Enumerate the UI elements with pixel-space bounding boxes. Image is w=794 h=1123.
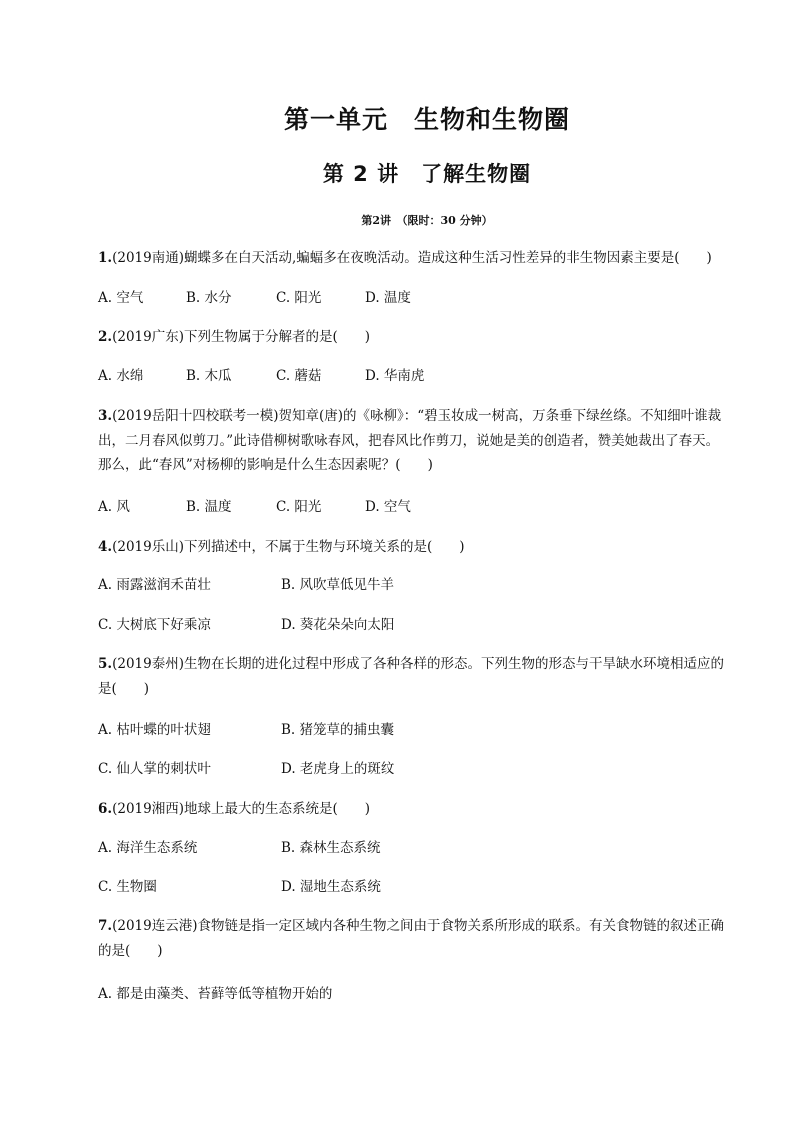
- question-6: [98, 797, 726, 822]
- question-2: [98, 325, 726, 350]
- question-4-options-row-1: [98, 575, 394, 595]
- question-6-options-row-1: [98, 838, 381, 858]
- option-a: A. 水绵: [98, 368, 144, 384]
- option-a: A. 枯叶蝶的叶状翅: [98, 722, 211, 738]
- option-c: C. 仙人掌的刺状叶: [98, 761, 211, 777]
- question-6-options-row-2: [98, 877, 381, 897]
- option-c: C. 大树底下好乘凉: [98, 617, 211, 633]
- question-1: [98, 246, 726, 271]
- option-a: A. 雨露滋润禾苗壮: [98, 577, 211, 593]
- question-7: [98, 914, 726, 963]
- option-b: B. 森林生态系统: [281, 840, 381, 856]
- question-number: 3.: [98, 408, 113, 424]
- question-text: (2019泰州)生物在长期的进化过程中形成了各种各样的形态。下列生物的形态与干旱缺水环境相适应的是( ): [98, 656, 724, 697]
- option-d: D. 老虎身上的斑纹: [281, 761, 395, 777]
- question-5: [98, 652, 726, 701]
- option-d: D. 华南虎: [365, 368, 425, 384]
- unit-title: 第一单元 生物和生物圈: [283, 105, 570, 134]
- option-c: C. 阳光: [276, 290, 322, 306]
- option-d: D. 温度: [365, 290, 411, 306]
- time-limit-note: 第2讲 （限时：30 分钟）: [361, 214, 493, 227]
- option-b: B. 温度: [186, 499, 232, 515]
- option-a: A. 海洋生态系统: [98, 840, 198, 856]
- question-number: 4.: [98, 539, 113, 555]
- option-d: D. 葵花朵朵向太阳: [281, 617, 395, 633]
- option-b: B. 水分: [186, 290, 232, 306]
- question-number: 5.: [98, 656, 113, 672]
- option-a: A. 风: [98, 499, 130, 515]
- question-text: (2019广东)下列生物属于分解者的是( ): [112, 329, 371, 345]
- question-2-options: [98, 366, 424, 386]
- question-7-options: [98, 984, 332, 1004]
- question-5-options-row-1: [98, 720, 394, 740]
- option-a: A. 空气: [98, 290, 144, 306]
- question-3-options: [98, 497, 411, 517]
- question-text: (2019岳阳十四校联考一模)贺知章(唐)的《咏柳》：“碧玉妆成一树高，万条垂下绿丝绦。不知细叶谁裁出，二月春风似剪刀。”此诗借柳树歌咏春风，把春风比作剪刀，说她是美的创造者，赞美她裁出了春天。那么，此“春风”对杨柳的影响是什么生态因素呢？( ): [98, 408, 722, 473]
- question-number: 1.: [98, 250, 113, 266]
- question-4-options-row-2: [98, 615, 394, 635]
- lesson-title: 第 2 讲 了解生物圈: [322, 162, 532, 186]
- question-number: 2.: [98, 329, 113, 345]
- question-text: (2019湘西)地球上最大的生态系统是( ): [112, 801, 371, 817]
- question-5-options-row-2: [98, 759, 394, 779]
- question-4: [98, 535, 726, 560]
- option-b: B. 猪笼草的捕虫囊: [281, 722, 395, 738]
- question-3: [98, 404, 726, 478]
- option-d: D. 空气: [365, 499, 411, 515]
- option-c: C. 生物圈: [98, 879, 157, 895]
- question-number: 7.: [98, 918, 113, 934]
- question-text: (2019乐山)下列描述中，不属于生物与环境关系的是( ): [112, 539, 465, 555]
- option-c: C. 阳光: [276, 499, 322, 515]
- option-d: D. 湿地生态系统: [281, 879, 381, 895]
- option-b: B. 风吹草低见牛羊: [281, 577, 395, 593]
- question-1-options: [98, 288, 411, 308]
- option-b: B. 木瓜: [186, 368, 232, 384]
- option-c: C. 蘑菇: [276, 368, 322, 384]
- question-text: (2019连云港)食物链是指一定区域内各种生物之间由于食物关系所形成的联系。有关食物链的叙述正确的是( ): [98, 918, 724, 959]
- option-a: A. 都是由藻类、苔藓等低等植物开始的: [98, 986, 333, 1002]
- question-number: 6.: [98, 801, 113, 817]
- question-text: (2019南通)蝴蝶多在白天活动,蝙蝠多在夜晚活动。造成这种生活习性差异的非生物因素主要是( ): [112, 250, 712, 266]
